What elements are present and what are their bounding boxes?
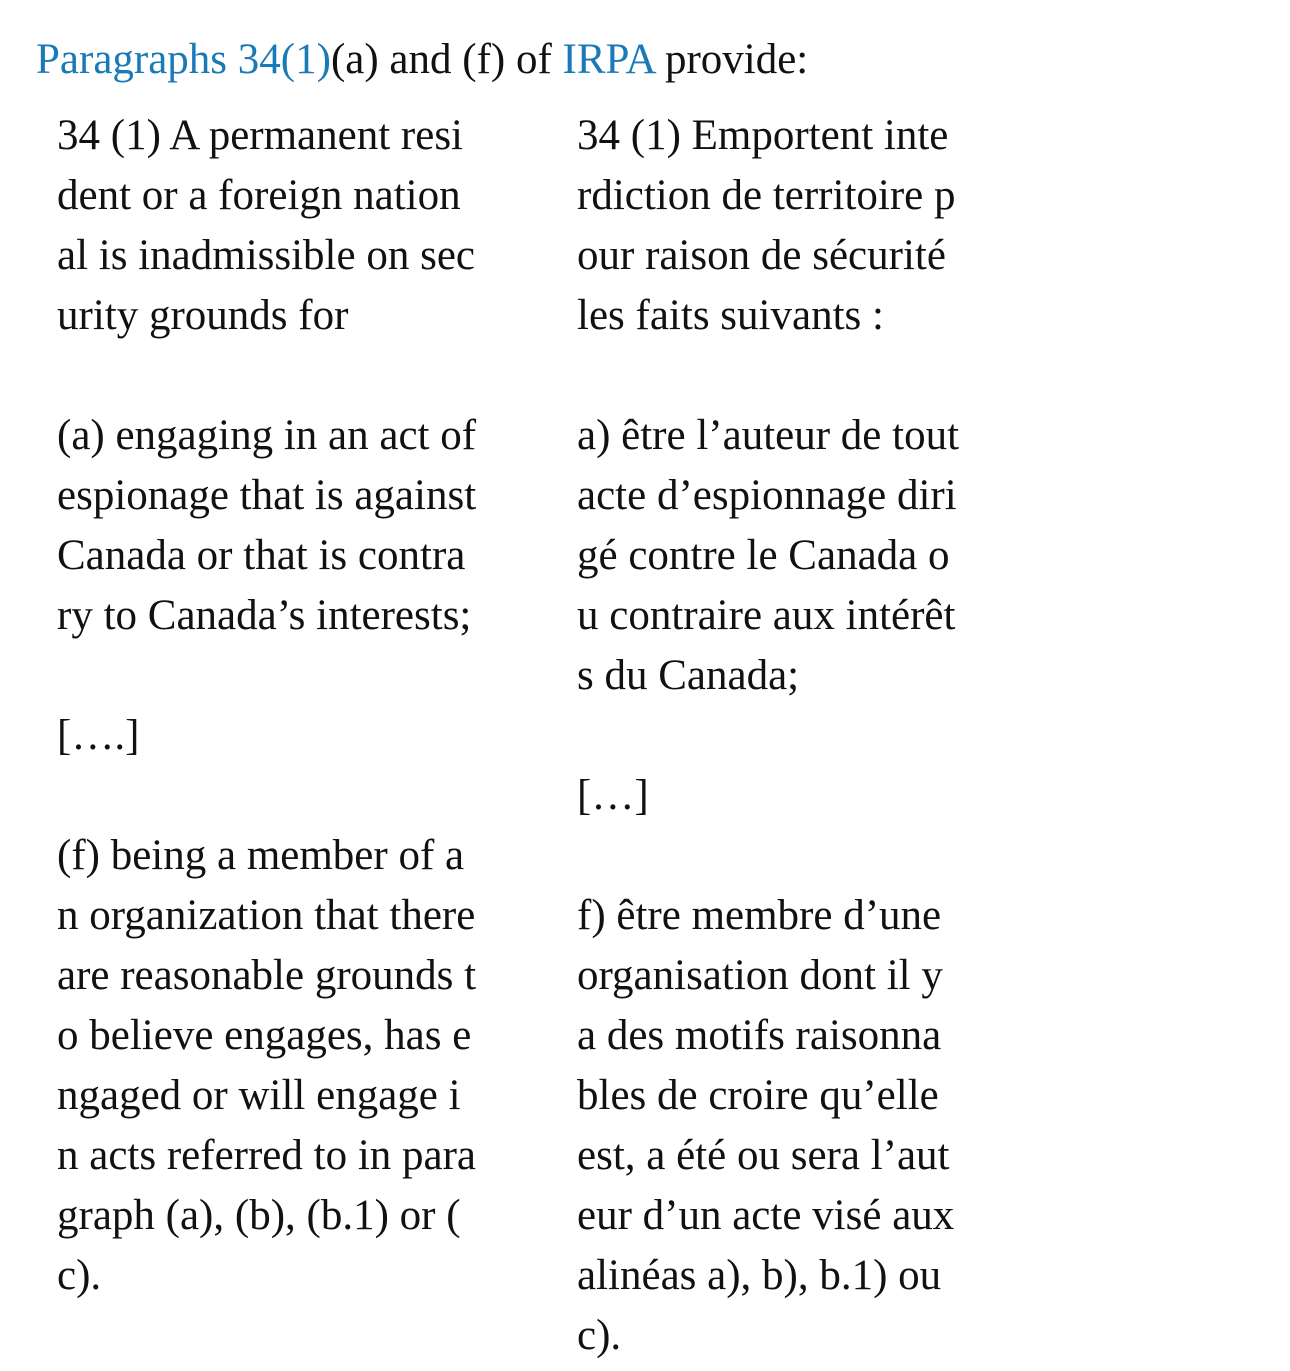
french-paragraph-f: f) être membre d’une organisation dont il y a des motifs raisonna bles de croire qu’elle est, a été ou sera l’aut eur d’un acte visé aux alinéas a), b), b.1) ou c). [577,892,955,1359]
paragraphs-34-1-link[interactable]: Paragraphs 34(1) [36,36,331,83]
intro-text-1: (a) and (f) of [330,36,563,83]
english-paragraph-a: (a) engaging in an act of espionage that is against Canada or that is contra ry to Canada’s interests; [57,412,477,639]
french-subsection-34-1: 34 (1) Emportent inte rdiction de territoire p our raison de sécurité les faits suivants : [577,112,956,339]
english-column [57,106,537,1306]
intro-sentence [36,30,808,90]
french-column [577,106,1037,1366]
irpa-link[interactable]: IRPA [562,36,655,83]
english-ellipsis: [….] [57,712,140,759]
english-paragraph-f: (f) being a member of a n organization that there are reasonable grounds t o believe engages, has e ngaged or will engage i n acts referred to in para graph (a), (b), (b.1) or ( c). [57,832,477,1299]
english-subsection-34-1: 34 (1) A permanent resi dent or a foreign nation al is inadmissible on sec urity grounds for [57,112,475,339]
french-ellipsis: […] [577,772,649,819]
french-paragraph-a: a) être l’auteur de tout acte d’espionnage diri gé contre le Canada o u contraire aux intérêt s du Canada; [577,412,960,699]
intro-text-2: provide: [654,36,809,83]
